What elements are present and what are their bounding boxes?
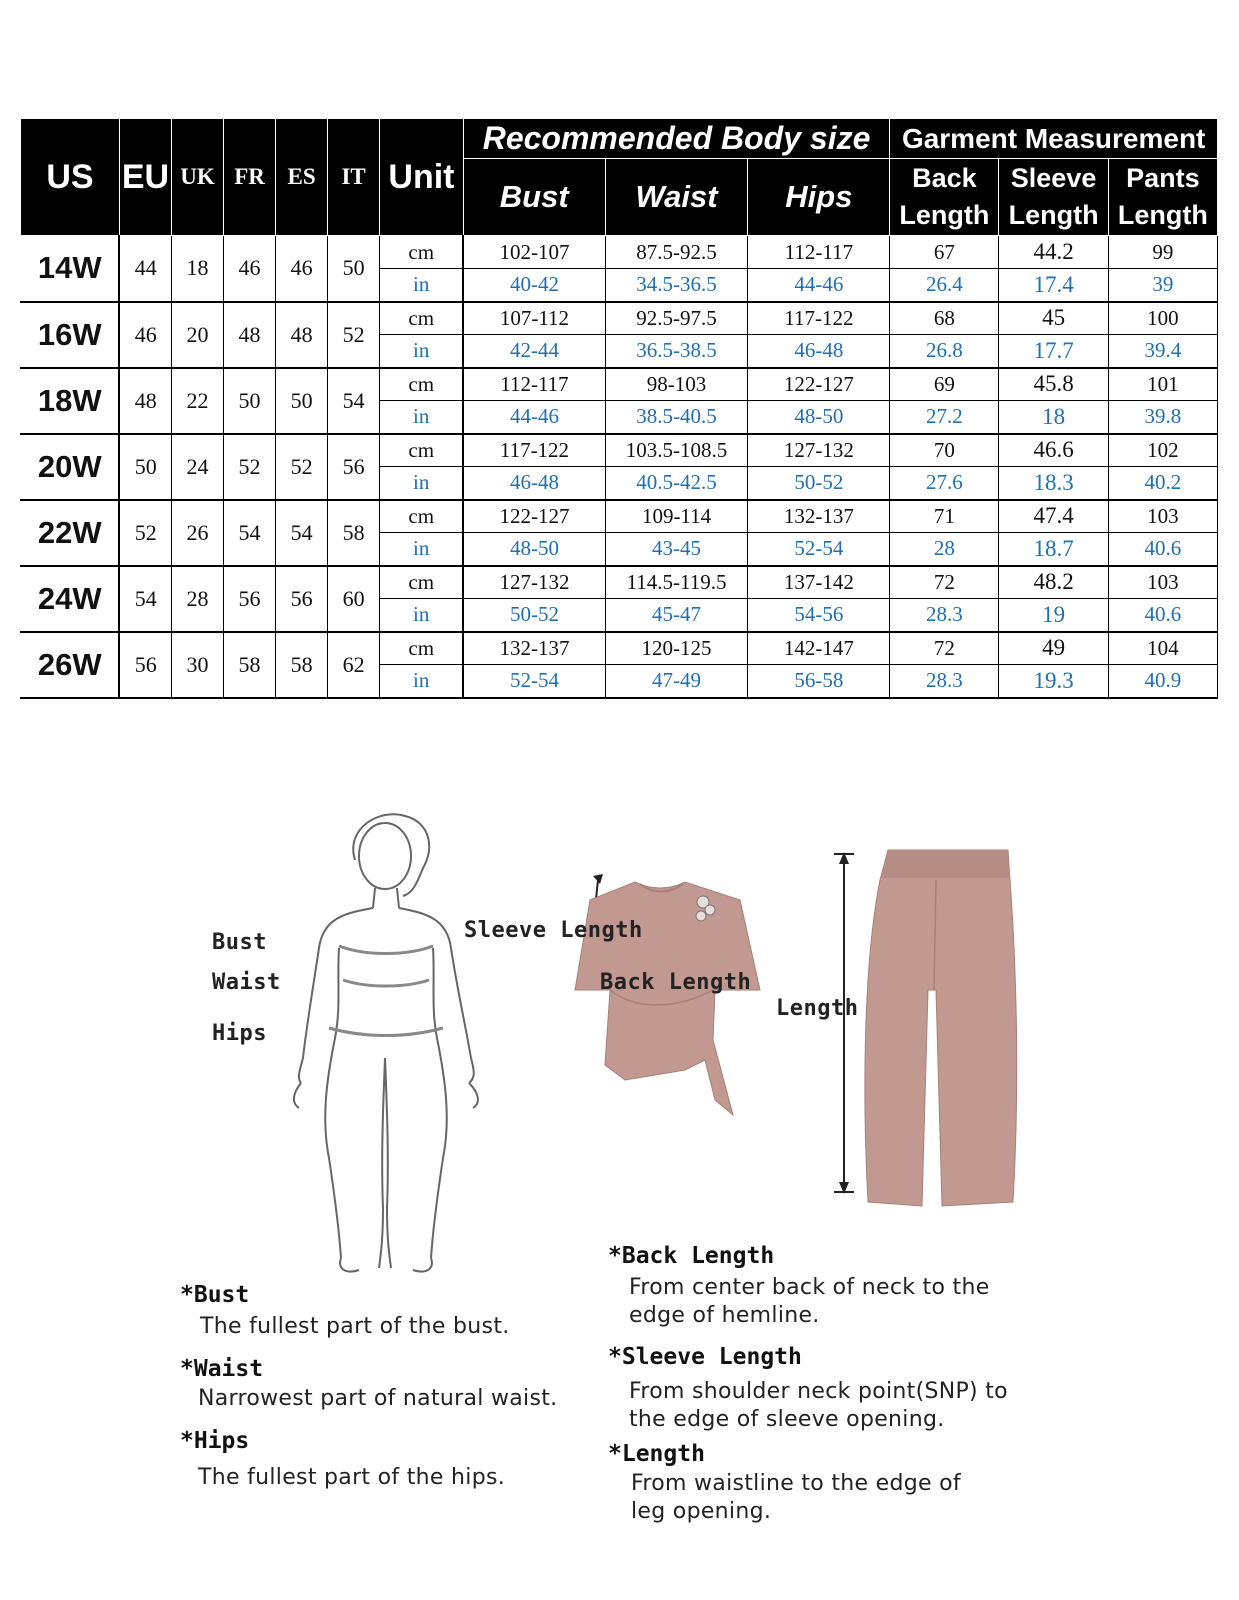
desc-sleeve-length-title: *Sleeve Length xyxy=(608,1344,802,1370)
waist-value-cell: 92.5-97.5 xyxy=(605,302,748,335)
top-garment-illustration xyxy=(565,860,775,1130)
bust-value-cell: 50-52 xyxy=(463,599,605,632)
es-size-cell: 54 xyxy=(276,500,328,566)
desc-length-line1: From waistline to the edge of xyxy=(631,1471,961,1496)
header-unit: Unit xyxy=(380,119,464,236)
eu-size-cell: 46 xyxy=(119,302,171,368)
waist-value-cell: 47-49 xyxy=(605,665,748,698)
uk-size-cell: 26 xyxy=(172,500,224,566)
header-sleeve-line1: Sleeve xyxy=(1010,163,1097,193)
fr-size-cell: 58 xyxy=(224,632,276,698)
body-label-bust: Bust xyxy=(212,930,267,955)
back-value-cell: 27.2 xyxy=(890,401,999,434)
pants-value-cell: 40.6 xyxy=(1108,599,1217,632)
hips-value-cell: 112-117 xyxy=(748,236,890,269)
bust-value-cell: 40-42 xyxy=(463,269,605,302)
bust-value-cell: 112-117 xyxy=(463,368,605,401)
es-size-cell: 58 xyxy=(276,632,328,698)
pants-value-cell: 99 xyxy=(1108,236,1217,269)
unit-cell: cm xyxy=(380,566,464,599)
bust-value-cell: 102-107 xyxy=(463,236,605,269)
fr-size-cell: 52 xyxy=(224,434,276,500)
size-row-cm xyxy=(21,434,1218,467)
hips-value-cell: 50-52 xyxy=(748,467,890,500)
es-size-cell: 56 xyxy=(276,566,328,632)
fr-size-cell: 56 xyxy=(224,566,276,632)
fr-size-cell: 48 xyxy=(224,302,276,368)
bust-value-cell: 48-50 xyxy=(463,533,605,566)
us-size-cell: 20W xyxy=(21,434,120,500)
unit-cell: cm xyxy=(380,500,464,533)
it-size-cell: 54 xyxy=(328,368,380,434)
hips-value-cell: 127-132 xyxy=(748,434,890,467)
size-table-body xyxy=(21,236,1218,698)
bust-value-cell: 117-122 xyxy=(463,434,605,467)
bust-value-cell: 132-137 xyxy=(463,632,605,665)
sleeve-value-cell: 19.3 xyxy=(999,665,1108,698)
bust-value-cell: 52-54 xyxy=(463,665,605,698)
uk-size-cell: 30 xyxy=(172,632,224,698)
back-value-cell: 26.4 xyxy=(890,269,999,302)
header-fr: FR xyxy=(224,119,276,236)
back-value-cell: 28.3 xyxy=(890,599,999,632)
fr-size-cell: 50 xyxy=(224,368,276,434)
size-row-cm xyxy=(21,500,1218,533)
waist-value-cell: 43-45 xyxy=(605,533,748,566)
pants-value-cell: 101 xyxy=(1108,368,1217,401)
sleeve-value-cell: 46.6 xyxy=(999,434,1108,467)
pants-value-cell: 39 xyxy=(1108,269,1217,302)
hips-value-cell: 48-50 xyxy=(748,401,890,434)
header-back-line2: Length xyxy=(899,200,990,230)
it-size-cell: 62 xyxy=(328,632,380,698)
size-row-cm xyxy=(21,632,1218,665)
es-size-cell: 50 xyxy=(276,368,328,434)
desc-waist-text: Narrowest part of natural waist. xyxy=(198,1386,558,1411)
waist-value-cell: 38.5-40.5 xyxy=(605,401,748,434)
hips-value-cell: 52-54 xyxy=(748,533,890,566)
uk-size-cell: 24 xyxy=(172,434,224,500)
body-label-waist: Waist xyxy=(212,970,281,995)
eu-size-cell: 56 xyxy=(119,632,171,698)
it-size-cell: 50 xyxy=(328,236,380,302)
back-value-cell: 27.6 xyxy=(890,467,999,500)
unit-cell: cm xyxy=(380,434,464,467)
unit-cell: in xyxy=(380,269,464,302)
sleeve-value-cell: 18 xyxy=(999,401,1108,434)
sleeve-value-cell: 45 xyxy=(999,302,1108,335)
es-size-cell: 46 xyxy=(276,236,328,302)
es-size-cell: 48 xyxy=(276,302,328,368)
it-size-cell: 52 xyxy=(328,302,380,368)
eu-size-cell: 52 xyxy=(119,500,171,566)
waist-value-cell: 103.5-108.5 xyxy=(605,434,748,467)
pants-label-length: Length xyxy=(776,996,859,1021)
waist-value-cell: 87.5-92.5 xyxy=(605,236,748,269)
hips-value-cell: 137-142 xyxy=(748,566,890,599)
desc-length-line2: leg opening. xyxy=(631,1499,772,1524)
waist-value-cell: 36.5-38.5 xyxy=(605,335,748,368)
body-figure-illustration xyxy=(285,808,495,1278)
uk-size-cell: 20 xyxy=(172,302,224,368)
bust-value-cell: 42-44 xyxy=(463,335,605,368)
us-size-cell: 14W xyxy=(21,236,120,302)
bust-value-cell: 44-46 xyxy=(463,401,605,434)
size-chart-table xyxy=(20,118,1218,699)
hips-value-cell: 132-137 xyxy=(748,500,890,533)
pants-value-cell: 39.4 xyxy=(1108,335,1217,368)
hips-value-cell: 117-122 xyxy=(748,302,890,335)
pants-value-cell: 40.2 xyxy=(1108,467,1217,500)
header-bust: Bust xyxy=(463,159,605,236)
eu-size-cell: 50 xyxy=(119,434,171,500)
fr-size-cell: 54 xyxy=(224,500,276,566)
header-pants-length xyxy=(1108,159,1217,236)
sleeve-value-cell: 47.4 xyxy=(999,500,1108,533)
header-sleeve-line2: Length xyxy=(1008,200,1099,230)
pants-value-cell: 103 xyxy=(1108,566,1217,599)
bust-value-cell: 122-127 xyxy=(463,500,605,533)
sleeve-value-cell: 49 xyxy=(999,632,1108,665)
eu-size-cell: 44 xyxy=(119,236,171,302)
header-garment-measurement: Garment Measurement xyxy=(890,119,1218,159)
eu-size-cell: 48 xyxy=(119,368,171,434)
pants-value-cell: 40.9 xyxy=(1108,665,1217,698)
pants-value-cell: 102 xyxy=(1108,434,1217,467)
unit-cell: in xyxy=(380,533,464,566)
unit-cell: cm xyxy=(380,368,464,401)
back-value-cell: 70 xyxy=(890,434,999,467)
uk-size-cell: 28 xyxy=(172,566,224,632)
sleeve-value-cell: 18.7 xyxy=(999,533,1108,566)
hips-value-cell: 122-127 xyxy=(748,368,890,401)
size-row-cm xyxy=(21,566,1218,599)
desc-back-length-line2: edge of hemline. xyxy=(629,1303,820,1328)
desc-length-title: *Length xyxy=(608,1441,705,1467)
desc-sleeve-length-line1: From shoulder neck point(SNP) to xyxy=(629,1379,1008,1404)
waist-value-cell: 114.5-119.5 xyxy=(605,566,748,599)
top-label-back-length: Back Length xyxy=(600,970,752,995)
sleeve-value-cell: 18.3 xyxy=(999,467,1108,500)
waist-value-cell: 120-125 xyxy=(605,632,748,665)
back-value-cell: 72 xyxy=(890,632,999,665)
pants-illustration xyxy=(830,840,1030,1220)
waist-value-cell: 109-114 xyxy=(605,500,748,533)
desc-bust-title: *Bust xyxy=(180,1282,250,1308)
uk-size-cell: 18 xyxy=(172,236,224,302)
back-value-cell: 26.8 xyxy=(890,335,999,368)
hips-value-cell: 46-48 xyxy=(748,335,890,368)
header-uk: UK xyxy=(172,119,224,236)
header-us: US xyxy=(21,119,120,236)
sleeve-value-cell: 48.2 xyxy=(999,566,1108,599)
sleeve-value-cell: 44.2 xyxy=(999,236,1108,269)
unit-cell: cm xyxy=(380,632,464,665)
bust-value-cell: 46-48 xyxy=(463,467,605,500)
unit-cell: in xyxy=(380,401,464,434)
header-back-line1: Back xyxy=(912,163,977,193)
desc-hips-text: The fullest part of the hips. xyxy=(198,1465,506,1490)
size-row-cm xyxy=(21,368,1218,401)
back-value-cell: 72 xyxy=(890,566,999,599)
desc-back-length-line1: From center back of neck to the xyxy=(629,1275,990,1300)
top-label-sleeve-length: Sleeve Length xyxy=(464,918,643,943)
header-it: IT xyxy=(328,119,380,236)
desc-hips-title: *Hips xyxy=(180,1428,250,1454)
us-size-cell: 22W xyxy=(21,500,120,566)
pants-value-cell: 104 xyxy=(1108,632,1217,665)
hips-value-cell: 44-46 xyxy=(748,269,890,302)
desc-back-length-title: *Back Length xyxy=(608,1243,775,1269)
pants-value-cell: 40.6 xyxy=(1108,533,1217,566)
waist-value-cell: 98-103 xyxy=(605,368,748,401)
it-size-cell: 60 xyxy=(328,566,380,632)
size-row-cm xyxy=(21,302,1218,335)
header-sleeve-length xyxy=(999,159,1108,236)
us-size-cell: 24W xyxy=(21,566,120,632)
fr-size-cell: 46 xyxy=(224,236,276,302)
pants-value-cell: 100 xyxy=(1108,302,1217,335)
header-pants-line2: Length xyxy=(1117,200,1208,230)
hips-value-cell: 56-58 xyxy=(748,665,890,698)
es-size-cell: 52 xyxy=(276,434,328,500)
header-recommended-body-size: Recommended Body size xyxy=(463,119,890,159)
waist-value-cell: 34.5-36.5 xyxy=(605,269,748,302)
waist-value-cell: 45-47 xyxy=(605,599,748,632)
bust-value-cell: 107-112 xyxy=(463,302,605,335)
it-size-cell: 58 xyxy=(328,500,380,566)
header-pants-line1: Pants xyxy=(1126,163,1200,193)
header-hips: Hips xyxy=(748,159,890,236)
back-value-cell: 69 xyxy=(890,368,999,401)
unit-cell: in xyxy=(380,467,464,500)
back-value-cell: 67 xyxy=(890,236,999,269)
header-back-length xyxy=(890,159,999,236)
sleeve-value-cell: 17.7 xyxy=(999,335,1108,368)
eu-size-cell: 54 xyxy=(119,566,171,632)
desc-waist-title: *Waist xyxy=(180,1356,264,1382)
header-eu: EU xyxy=(119,119,171,236)
bust-value-cell: 127-132 xyxy=(463,566,605,599)
desc-bust-text: The fullest part of the bust. xyxy=(200,1314,510,1339)
waist-value-cell: 40.5-42.5 xyxy=(605,467,748,500)
pants-value-cell: 103 xyxy=(1108,500,1217,533)
unit-cell: cm xyxy=(380,302,464,335)
hips-value-cell: 54-56 xyxy=(748,599,890,632)
it-size-cell: 56 xyxy=(328,434,380,500)
sleeve-value-cell: 45.8 xyxy=(999,368,1108,401)
hips-value-cell: 142-147 xyxy=(748,632,890,665)
header-waist: Waist xyxy=(605,159,748,236)
back-value-cell: 28 xyxy=(890,533,999,566)
unit-cell: cm xyxy=(380,236,464,269)
sleeve-value-cell: 17.4 xyxy=(999,269,1108,302)
body-label-hips: Hips xyxy=(212,1021,267,1046)
header-es: ES xyxy=(276,119,328,236)
unit-cell: in xyxy=(380,599,464,632)
us-size-cell: 18W xyxy=(21,368,120,434)
uk-size-cell: 22 xyxy=(172,368,224,434)
unit-cell: in xyxy=(380,665,464,698)
us-size-cell: 16W xyxy=(21,302,120,368)
desc-sleeve-length-line2: the edge of sleeve opening. xyxy=(629,1407,945,1432)
unit-cell: in xyxy=(380,335,464,368)
back-value-cell: 28.3 xyxy=(890,665,999,698)
back-value-cell: 71 xyxy=(890,500,999,533)
pants-value-cell: 39.8 xyxy=(1108,401,1217,434)
us-size-cell: 26W xyxy=(21,632,120,698)
back-value-cell: 68 xyxy=(890,302,999,335)
size-row-cm xyxy=(21,236,1218,269)
sleeve-value-cell: 19 xyxy=(999,599,1108,632)
